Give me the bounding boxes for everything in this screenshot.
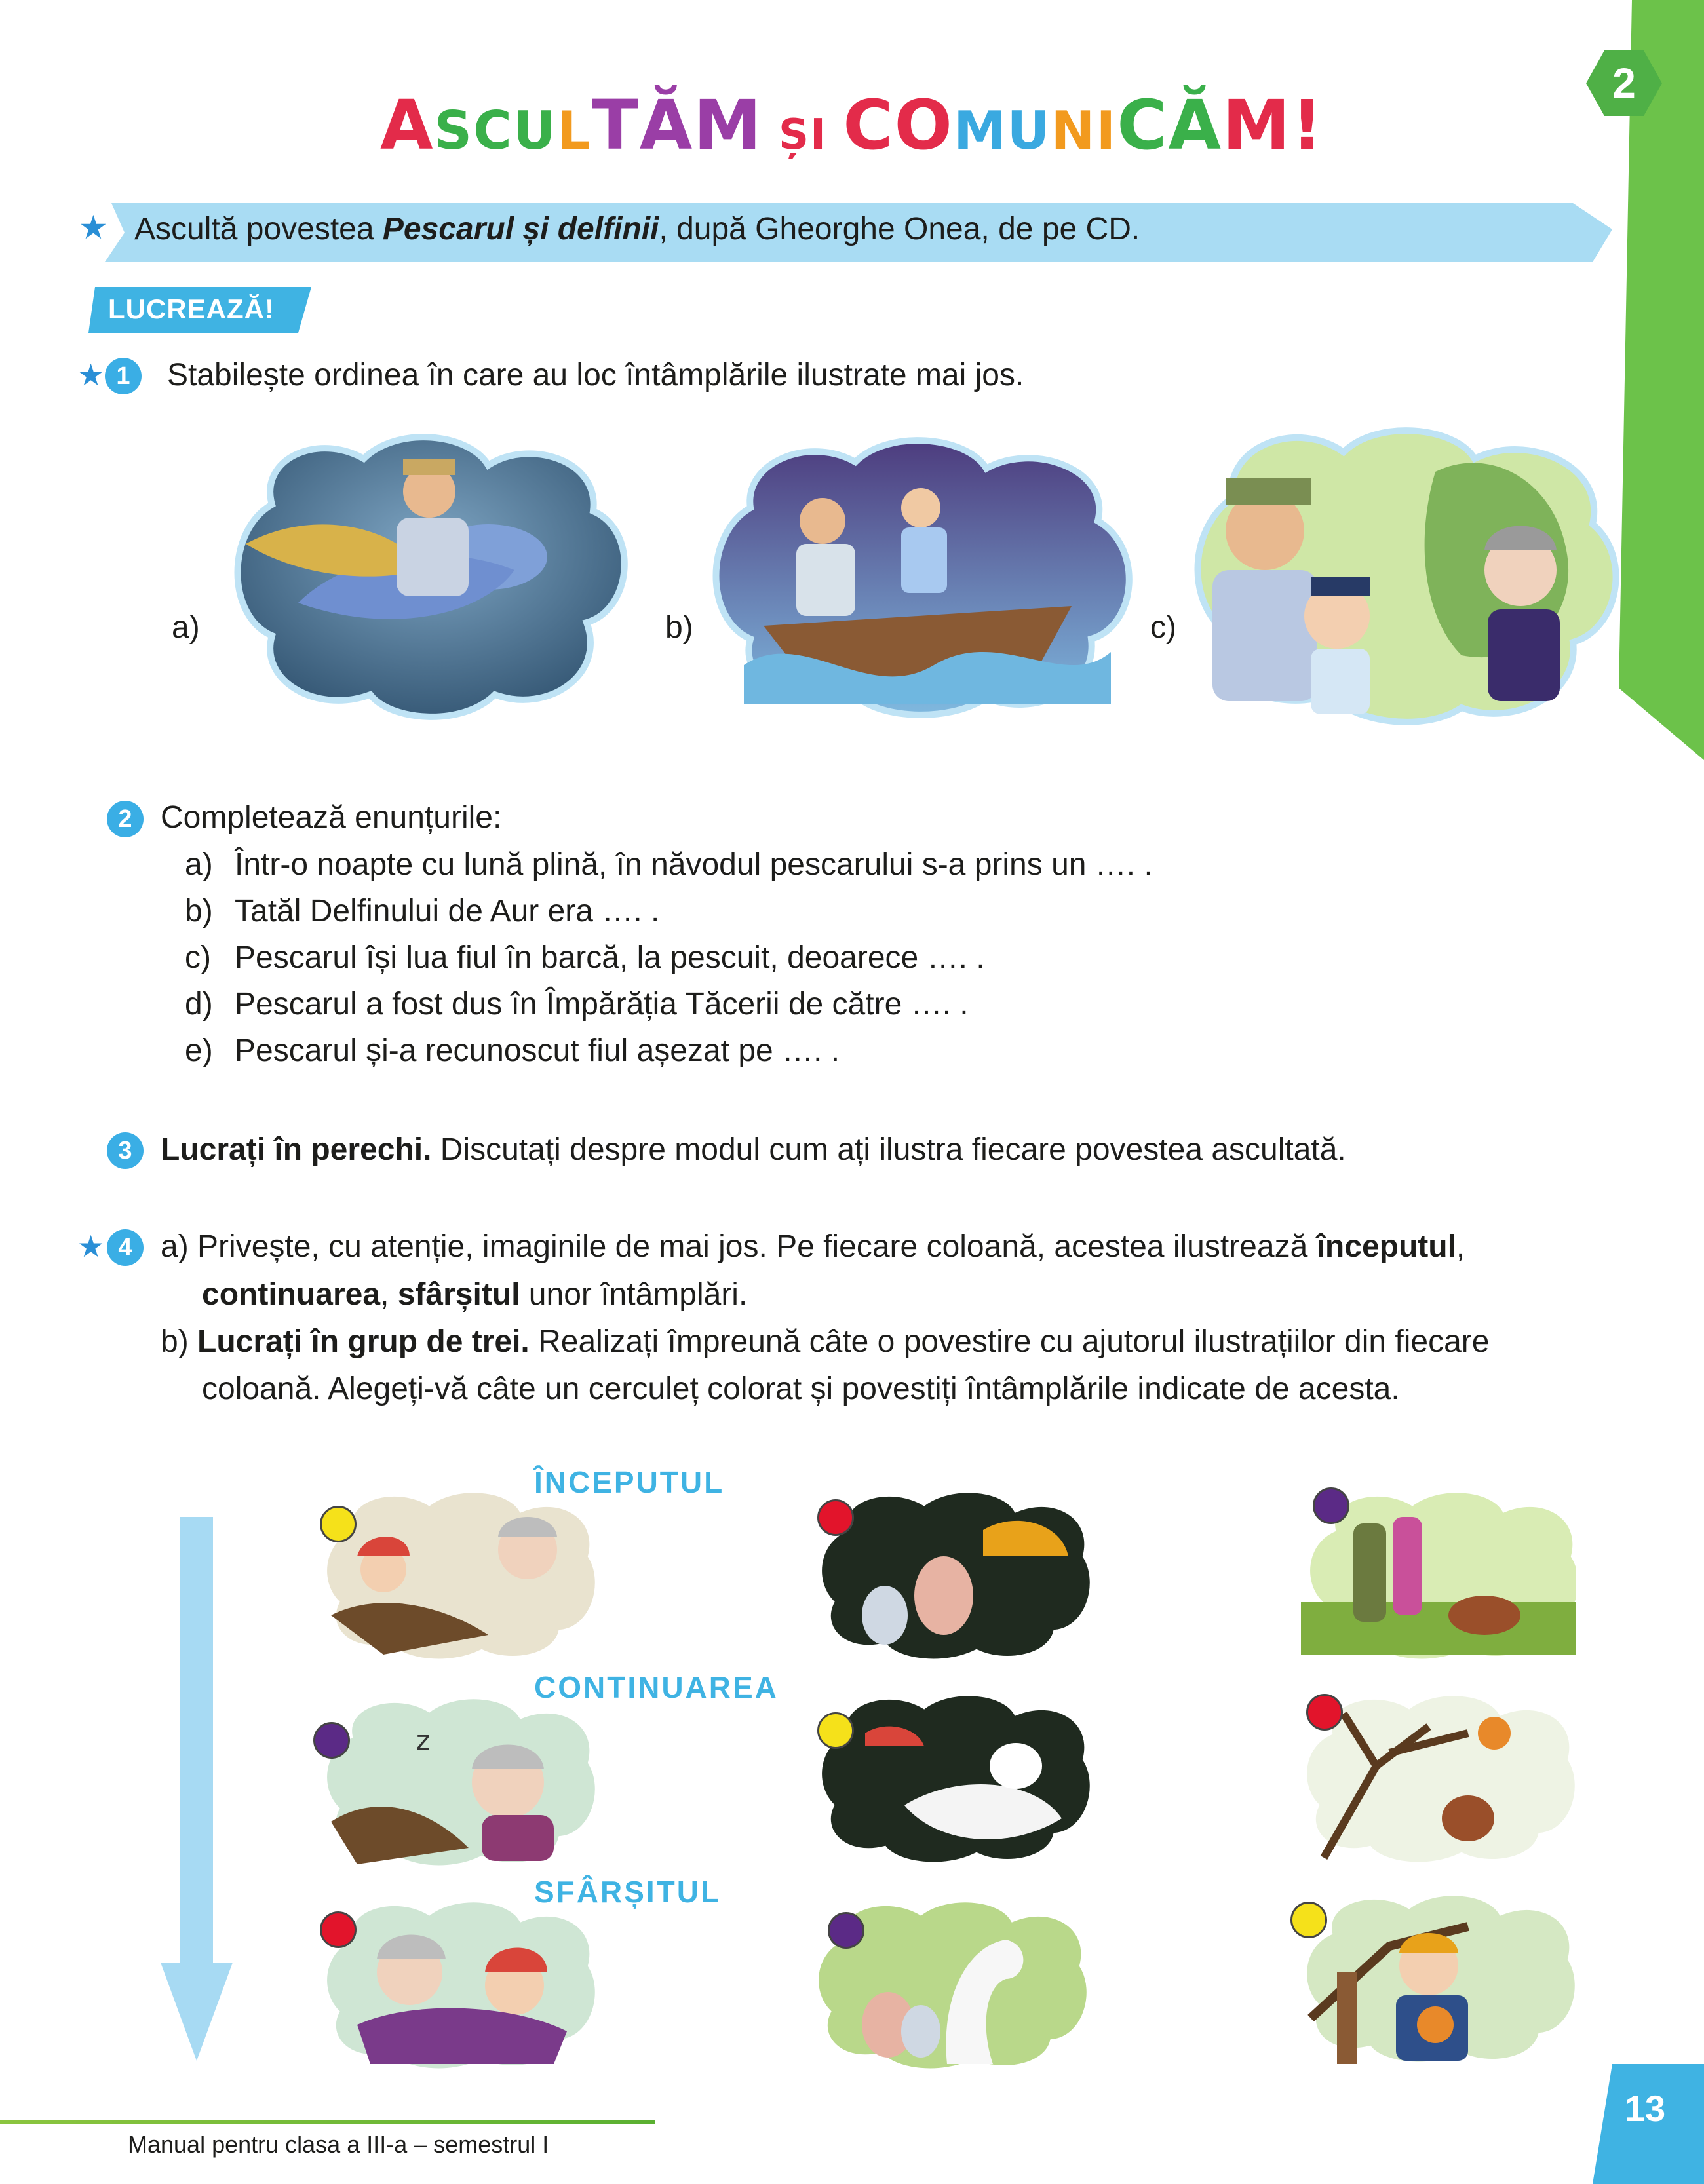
ex4-a-line1 xyxy=(161,1229,1465,1265)
dot-yellow[interactable] xyxy=(817,1712,854,1749)
ex4-a-text1: Privește, cu atenție, imaginile de mai jos. Pe fiecare coloană, acestea ilustrează xyxy=(197,1229,1317,1264)
dot-red[interactable] xyxy=(817,1499,854,1536)
item-text: Într-o noapte cu lună plină, în năvodul pescarului s-a prins un …. . xyxy=(235,847,1153,882)
exercise-number: 3 xyxy=(107,1132,144,1169)
story-title: Pescarul și delfinii xyxy=(382,212,659,246)
picture-granny-reading xyxy=(318,1484,600,1661)
dot-purple[interactable] xyxy=(828,1912,864,1949)
ex4-a-bold2: continuarea xyxy=(202,1277,381,1312)
ex4-a-bold3: sfârșitul xyxy=(397,1277,520,1312)
exercise-number: 2 xyxy=(107,801,144,837)
footer-line xyxy=(0,2120,655,2124)
item-text: Pescarul și-a recunoscut fiul așezat pe …. . xyxy=(235,1033,840,1068)
dot-yellow[interactable] xyxy=(320,1506,357,1542)
listen-instruction xyxy=(134,211,1140,247)
footer-text: Manual pentru clasa a III-a – semestrul I xyxy=(128,2131,549,2158)
ex4-a-line2 xyxy=(202,1276,747,1312)
star-icon: ★ xyxy=(79,209,108,246)
section-label-end: SFÂRȘITUL xyxy=(534,1875,722,1909)
section-label-continuation: CONTINUAREA xyxy=(534,1670,779,1704)
option-label: c) xyxy=(1150,610,1176,645)
illustration-family xyxy=(1186,419,1619,727)
exercise-2-text: Completează enunțurile: xyxy=(161,800,502,835)
ex4-b-text1: Realizați împreună câte o povestire cu ajutorul ilustrațiilor din fiecare xyxy=(529,1324,1490,1359)
work-badge: LUCREAZĂ! xyxy=(108,294,275,324)
exercise-number: 4 xyxy=(107,1229,144,1266)
item-label: a) xyxy=(185,847,213,882)
title-part: TĂM xyxy=(591,85,763,165)
listen-suffix: , după Gheorghe Onea, de pe CD. xyxy=(659,212,1140,246)
picture-rabbits-umbrella xyxy=(813,1484,1101,1661)
ex4-a-text2: unor întâmplări. xyxy=(520,1277,748,1312)
ex4-b-label: b) xyxy=(161,1324,189,1359)
page-title xyxy=(0,85,1704,165)
title-part: M! xyxy=(1222,85,1324,165)
star-icon: ★ xyxy=(77,1229,105,1263)
dot-yellow[interactable] xyxy=(1290,1902,1327,1938)
ex3-bold: Lucrați în perechi. xyxy=(161,1132,432,1167)
ex4-a-comma: , xyxy=(1456,1229,1465,1264)
ex4-a-label: a) xyxy=(161,1229,189,1264)
down-arrow-icon xyxy=(161,1517,233,2061)
item-label: b) xyxy=(185,894,213,929)
title-part: CO xyxy=(843,85,954,165)
ex4-b-line2: coloană. Alegeți-vă câte un cerculeț colorat și povestiți întâmplările indicate de acesta. xyxy=(202,1371,1400,1406)
title-part: ȘI xyxy=(762,111,843,159)
listen-prefix: Ascultă povestea xyxy=(134,212,383,246)
dot-red[interactable] xyxy=(320,1911,357,1948)
star-icon: ★ xyxy=(77,358,105,392)
section-label-beginning: ÎNCEPUTUL xyxy=(534,1465,725,1499)
item-text: Pescarul își lua fiul în barcă, la pescuit, deoarece …. . xyxy=(235,940,985,975)
option-label: a) xyxy=(172,610,200,645)
illustration-boat xyxy=(705,429,1144,718)
picture-fireman-cat xyxy=(1298,1887,1579,2071)
picture-granny-girl-sleeping xyxy=(318,1894,600,2071)
item-text: Tatăl Delfinului de Aur era …. . xyxy=(235,894,660,929)
ex3-rest: Discutați despre modul cum ați ilustra fiecare povestea ascultată. xyxy=(431,1132,1346,1167)
page-number: 13 xyxy=(1624,2088,1666,2129)
exercise-3-text xyxy=(161,1132,1346,1168)
item-label: d) xyxy=(185,987,213,1022)
ex4-a-sep: , xyxy=(380,1277,398,1312)
title-part: NI xyxy=(1051,100,1117,161)
picture-rabbits-stork xyxy=(813,1687,1101,1871)
title-part: SCU xyxy=(434,100,557,161)
illustration-dolphin xyxy=(220,419,639,727)
ex4-a-bold1: începutul xyxy=(1316,1229,1456,1264)
title-part: A xyxy=(380,85,435,165)
chapter-number: 2 xyxy=(1612,60,1636,107)
exercise-number: 1 xyxy=(105,358,142,394)
picture-granny-sleeping xyxy=(318,1691,600,1868)
exercise-1-text: Stabilește ordinea în care au loc întâmplările ilustrate mai jos. xyxy=(167,358,1024,393)
dot-purple[interactable] xyxy=(313,1722,350,1759)
title-part: CĂ xyxy=(1117,85,1223,165)
ex4-b-bold: Lucrați în grup de trei. xyxy=(197,1324,530,1359)
item-label: c) xyxy=(185,940,211,975)
item-text: Pescarul a fost dus în Împărăția Tăcerii de către …. . xyxy=(235,987,969,1022)
dot-purple[interactable] xyxy=(1313,1487,1349,1524)
option-label: b) xyxy=(665,610,693,645)
title-part: L xyxy=(556,100,592,161)
ex4-b-line1 xyxy=(161,1324,1489,1360)
dot-red[interactable] xyxy=(1306,1694,1343,1731)
svg-text:z: z xyxy=(416,1726,430,1756)
item-label: e) xyxy=(185,1033,213,1068)
title-part: MU xyxy=(953,100,1051,161)
